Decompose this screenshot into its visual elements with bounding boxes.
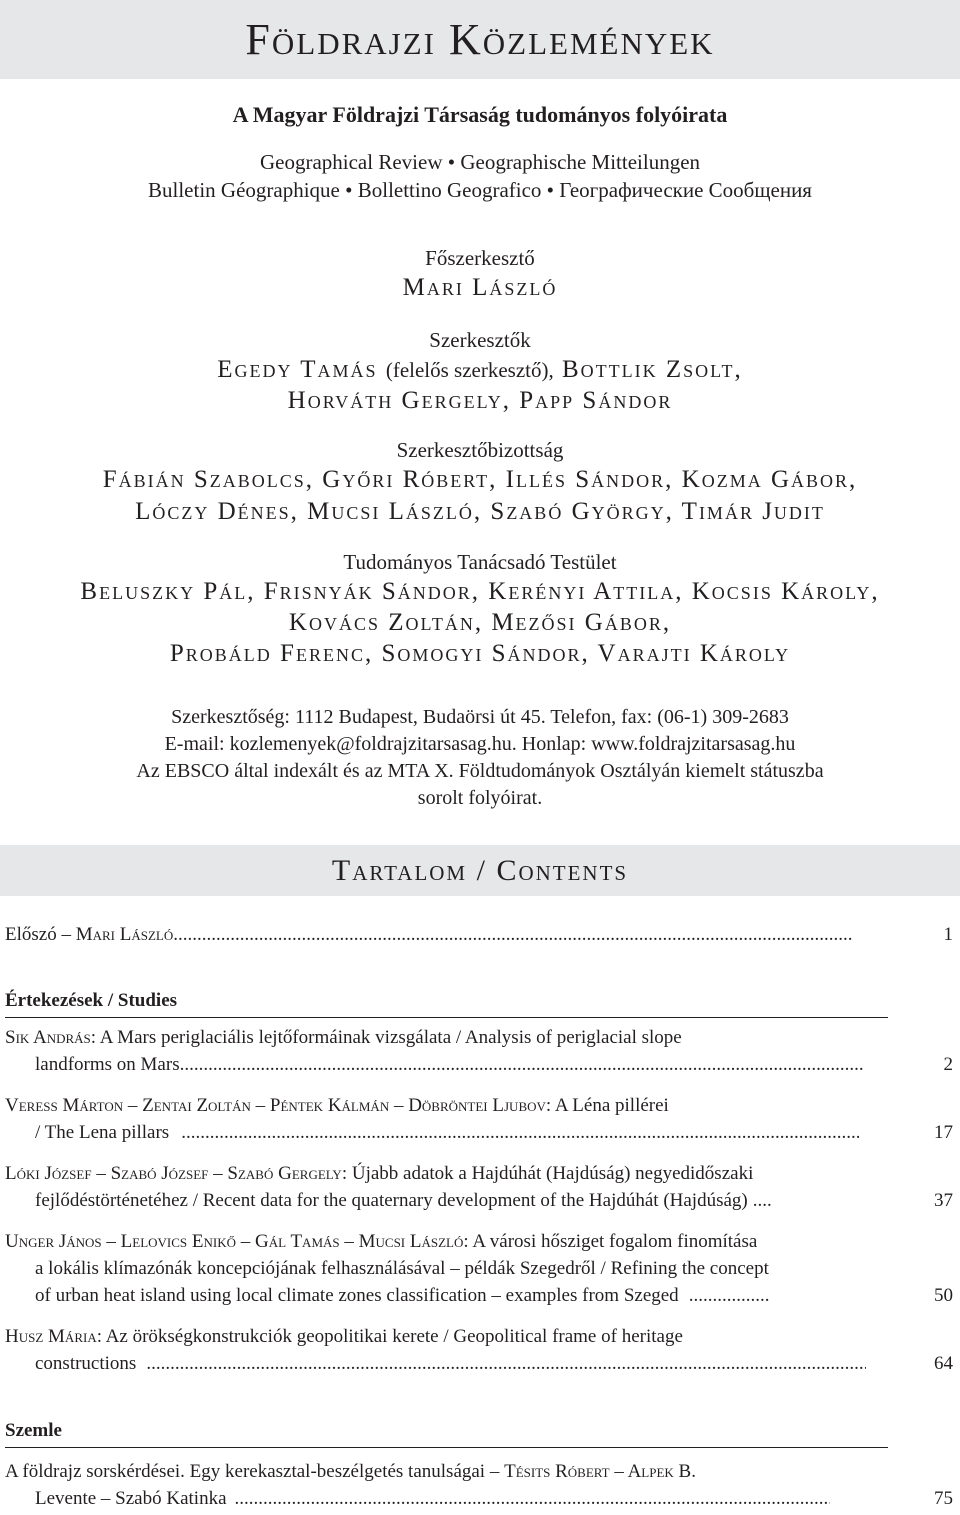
editor-name: Bottlik Zsolt, xyxy=(562,356,743,383)
toc-entry-study-5-cont[interactable] xyxy=(35,1353,955,1380)
editor-role: (felelős szerkesztő), xyxy=(385,358,554,382)
contact-email-web: E-mail: kozlemenyek@foldrajzitarsasag.hu. Honlap: www.foldrajzitarsasag.hu xyxy=(164,733,796,755)
editor-name: Egedy Tamás xyxy=(217,356,378,383)
toc-title: A földrajz sorskérdései. Egy kerekasztal-beszélgetés tanulságai – xyxy=(5,1461,505,1482)
toc-page-number: 17 xyxy=(934,1122,953,1143)
toc-authors: Veress Márton – Zentai Zoltán – Péntek Kálmán – Döbröntei Ljubov xyxy=(5,1095,546,1116)
alt-titles-line-1: Geographical Review • Geographische Mitteilungen xyxy=(259,150,701,174)
toc-foreword-author: Mari László xyxy=(75,924,174,945)
contents-heading: Tartalom / Contents xyxy=(331,853,629,887)
leader-dots xyxy=(235,1488,830,1510)
toc-title: : A Léna pillérei xyxy=(545,1095,669,1116)
chief-editor-label: Főszerkesztő xyxy=(425,246,535,270)
toc-page-number: 75 xyxy=(934,1488,953,1509)
toc-title-cont: / The Lena pillars xyxy=(35,1122,170,1143)
toc-title-cont: of urban heat island using local climate zones classification – examples from Szeged xyxy=(35,1285,679,1306)
toc-page-number: 37 xyxy=(934,1190,953,1211)
toc-entry-review-cont[interactable] xyxy=(35,1488,955,1515)
toc-entry-study-3-cont[interactable] xyxy=(35,1190,955,1217)
editorial-board-line-2: Lóczy Dénes, Mucsi László, Szabó György, Timár Judit xyxy=(135,498,825,525)
toc-authors: Husz Mária xyxy=(5,1326,97,1347)
toc-title-cont: a lokális klímazónák koncepciójának felhasználásával – példák Szegedről / Refining the concept xyxy=(35,1258,769,1279)
advisory-board-line-1: Beluszky Pál, Frisnyák Sándor, Kerényi Attila, Kocsis Károly, xyxy=(80,578,880,605)
leader-dots xyxy=(173,924,853,946)
toc-entry-study-3[interactable] xyxy=(5,1163,955,1190)
indexing-note-line-2: sorolt folyóirat. xyxy=(417,787,543,809)
toc-authors: Sik András xyxy=(5,1027,91,1048)
toc-title: : Az örökségkonstrukciók geopolitikai kerete / Geopolitical frame of heritage xyxy=(96,1326,683,1347)
toc-entry-study-4-cont-1[interactable] xyxy=(35,1258,955,1285)
studies-section-heading: Értekezések / Studies xyxy=(5,990,178,1011)
leader-dots xyxy=(146,1353,866,1375)
advisory-board-line-3: Probáld Ferenc, Somogyi Sándor, Varajti Károly xyxy=(169,640,791,667)
toc-entry-foreword[interactable] xyxy=(5,924,955,951)
toc-entry-study-5[interactable] xyxy=(5,1326,955,1353)
leader-dots xyxy=(181,1122,859,1144)
toc-title: : Újabb adatok a Hajdúhát (Hajdúság) negyedidőszaki xyxy=(341,1163,754,1184)
toc-page-number: 50 xyxy=(934,1285,953,1306)
toc-entry-study-1-cont[interactable] xyxy=(35,1054,955,1081)
indexing-note-line-1: Az EBSCO által indexált és az MTA X. Földtudományok Osztályán kiemelt státuszba xyxy=(136,760,824,782)
advisory-board-label: Tudományos Tanácsadó Testület xyxy=(343,550,617,574)
toc-entry-study-2-cont[interactable] xyxy=(35,1122,955,1149)
toc-foreword-label: Előszó – xyxy=(5,924,76,945)
alt-titles-line-2: Bulletin Géographique • Bollettino Geografico • Географические Сообщения xyxy=(148,178,812,202)
editors-line-1 xyxy=(0,356,960,384)
toc-title-cont: fejlődéstörténetéhez / Recent data for the quaternary development of the Hajdúhát (Hajdúság) xyxy=(35,1190,748,1211)
contents-banner xyxy=(0,845,960,896)
section-divider xyxy=(5,1447,888,1448)
review-section-heading: Szemle xyxy=(5,1420,62,1441)
toc-authors: Unger János – Lelovics Enikő – Gál Tamás – Mucsi László xyxy=(5,1231,464,1252)
editors-label: Szerkesztők xyxy=(429,328,531,352)
journal-subtitle: A Magyar Földrajzi Társaság tudományos folyóirata xyxy=(232,102,728,127)
journal-title-banner xyxy=(0,0,960,79)
toc-title: : A városi hősziget fogalom finomítása xyxy=(463,1231,758,1252)
leader-dots xyxy=(753,1190,773,1212)
toc-entry-study-1[interactable] xyxy=(5,1027,955,1054)
chief-editor-name: Mari László xyxy=(402,274,558,301)
toc-page-number: 1 xyxy=(943,924,953,945)
editorial-board-label: Szerkesztőbizottság xyxy=(396,438,564,462)
toc-title-cont: constructions xyxy=(35,1353,137,1374)
toc-page-number: 64 xyxy=(934,1353,953,1374)
leader-dots xyxy=(689,1285,769,1307)
leader-dots xyxy=(180,1054,863,1076)
editors-line-2: Horváth Gergely, Papp Sándor xyxy=(287,387,673,414)
toc-authors: Tésits Róbert – Alpek B. xyxy=(504,1461,696,1482)
contact-address: Szerkesztőség: 1112 Budapest, Budaörsi út 45. Telefon, fax: (06-1) 309-2683 xyxy=(171,706,789,728)
journal-title: Földrajzi Közlemények xyxy=(245,15,715,64)
toc-title: : A Mars periglaciális lejtőformáinak vizsgálata / Analysis of periglacial slope xyxy=(90,1027,682,1048)
toc-authors-cont: Levente – Szabó Katinka xyxy=(35,1488,227,1509)
toc-title-cont: landforms on Mars xyxy=(35,1054,180,1075)
toc-entry-study-2[interactable] xyxy=(5,1095,955,1122)
toc-entry-review[interactable] xyxy=(5,1461,955,1488)
advisory-board-line-2: Kovács Zoltán, Mezősi Gábor, xyxy=(288,609,672,636)
toc-entry-study-4-cont-2[interactable] xyxy=(35,1285,955,1312)
editorial-board-line-1: Fábián Szabolcs, Győri Róbert, Illés Sándor, Kozma Gábor, xyxy=(102,466,858,493)
section-divider xyxy=(5,1017,888,1018)
toc-authors: Lóki József – Szabó József – Szabó Gergely xyxy=(5,1163,342,1184)
toc-entry-study-4[interactable] xyxy=(5,1231,955,1258)
toc-page-number: 2 xyxy=(943,1054,953,1075)
